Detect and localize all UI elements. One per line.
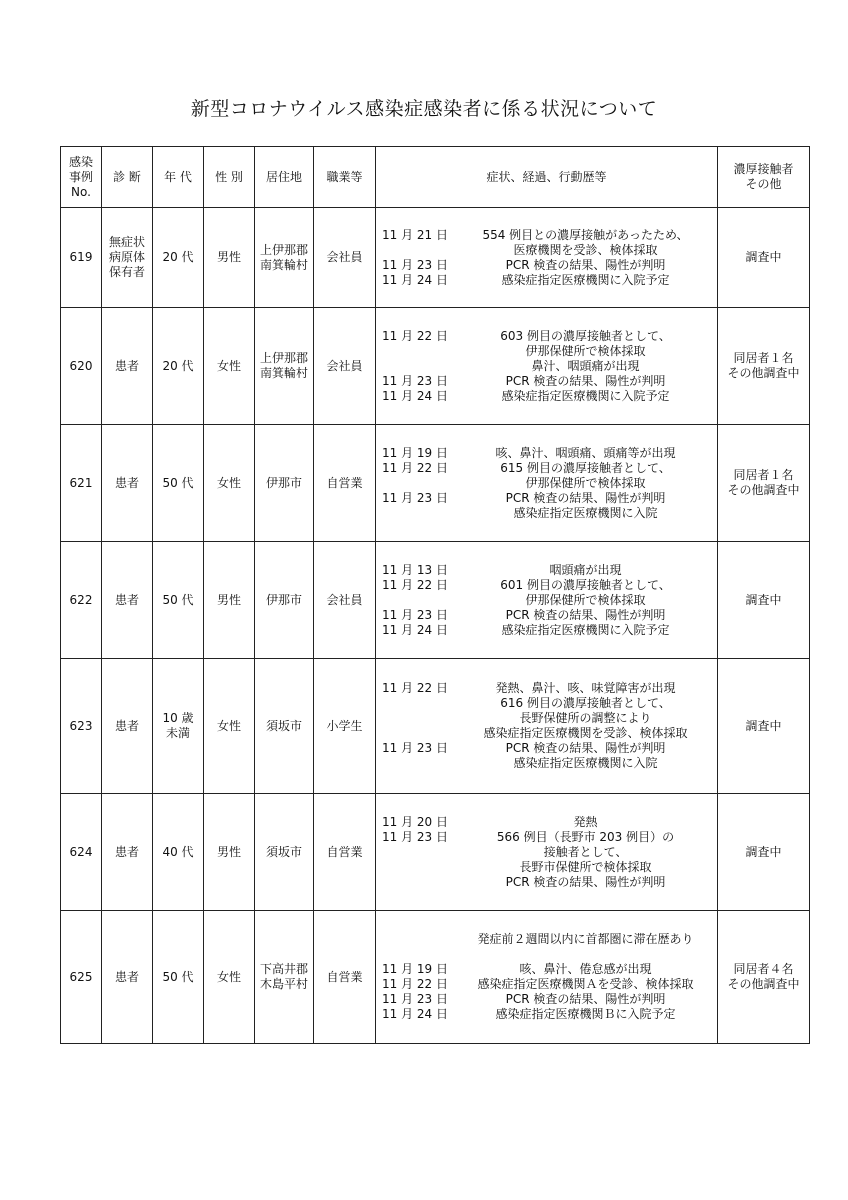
contacts-cell [718, 659, 810, 794]
contacts-cell [718, 208, 810, 308]
age-cell [153, 794, 204, 911]
event-date: 11 月 22 日 [382, 977, 448, 991]
residence-line: 上伊那郡 [259, 351, 308, 365]
event-line: 601 例目の濃厚接触者として、 [500, 577, 671, 592]
header-case-no: 感染 事例 No. [61, 147, 102, 208]
event-line: PCR 検査の結果、陽性が判明 [505, 741, 666, 755]
event-line: 感染症指定医療機関に入院 [513, 756, 658, 770]
event-line: 616 例目の濃厚接触者として、 [500, 696, 671, 710]
event-text [454, 563, 717, 578]
event-date: 11 月 20 日 [382, 814, 448, 829]
age-line: 10 歳 [162, 711, 194, 725]
diagnosis-cell [102, 308, 153, 425]
course-event [376, 446, 717, 461]
event-line: PCR 検査の結果、陽性が判明 [505, 373, 666, 388]
age-cell [153, 659, 204, 794]
event-text [454, 329, 717, 374]
age-line: 50 代 [162, 475, 194, 490]
diagnosis-cell [102, 659, 153, 794]
event-text [454, 681, 717, 741]
sex-cell: 女性 [204, 911, 255, 1044]
diagnosis-line: 病原体 [108, 250, 145, 264]
contacts-cell [718, 425, 810, 542]
age-line: 40 代 [162, 844, 194, 859]
event-text [454, 228, 717, 258]
occupation-cell: 会社員 [314, 308, 376, 425]
sex-cell: 女性 [204, 425, 255, 542]
event-date: 11 月 23 日 [382, 373, 448, 388]
course-event [376, 992, 717, 1007]
event-line: 伊那保健所で検体採取 [525, 475, 646, 490]
contacts-line: 調査中 [745, 592, 782, 607]
event-line: 感染症指定医療機関を受診、検体採取 [483, 726, 688, 740]
course-event [376, 741, 717, 771]
diagnosis-cell [102, 794, 153, 911]
table-row [61, 659, 810, 794]
age-cell [153, 308, 204, 425]
table-row [61, 308, 810, 425]
page-title: 新型コロナウイルス感染症感染者に係る状況について [190, 98, 658, 120]
case-number-cell: 621 [61, 425, 102, 542]
event-date: 11 月 19 日 [382, 962, 448, 976]
case-number-cell: 622 [61, 542, 102, 659]
course-event [376, 815, 717, 830]
event-line: PCR 検査の結果、陽性が判明 [505, 257, 666, 272]
event-line: 554 例目との濃厚接触があったため、 [482, 227, 689, 242]
course-cell [376, 208, 718, 308]
course-cell [376, 659, 718, 794]
occupation-cell: 会社員 [314, 208, 376, 308]
sex-cell: 女性 [204, 308, 255, 425]
residence-line: 伊那市 [265, 592, 302, 607]
event-date: 11 月 23 日 [382, 741, 448, 755]
residence-cell [255, 794, 314, 911]
event-line: 咳、鼻汁、倦怠感が出現 [519, 962, 652, 976]
event-line: 566 例目（長野市 203 例目）の [496, 829, 675, 844]
course-event [376, 258, 717, 273]
table-row [61, 425, 810, 542]
event-text [454, 389, 717, 404]
course-event [376, 491, 717, 521]
residence-cell [255, 208, 314, 308]
contacts-line: 同居者１名 [733, 468, 794, 482]
event-date: 11 月 19 日 [382, 445, 448, 460]
event-line: 伊那保健所で検体採取 [525, 592, 646, 607]
event-text [454, 461, 717, 491]
course-event [376, 273, 717, 288]
event-line: 発症前２週間以内に首都圏に滞在歴あり [477, 932, 694, 946]
event-line: 医療機関を受診、検体採取 [513, 242, 658, 257]
diagnosis-line: 保有者 [108, 265, 145, 279]
event-line: 感染症指定医療機関に入院予定 [501, 622, 670, 637]
residence-cell [255, 659, 314, 794]
residence-line: 須坂市 [265, 844, 302, 859]
contacts-line: 同居者１名 [733, 351, 794, 365]
event-line: 鼻汁、咽頭痛が出現 [531, 358, 640, 373]
contacts-line: その他調査中 [727, 366, 800, 380]
event-text [454, 578, 717, 608]
residence-line: 南箕輪村 [259, 366, 308, 380]
contacts-line: 調査中 [745, 844, 782, 859]
occupation-cell: 自営業 [314, 794, 376, 911]
residence-line: 伊那市 [265, 475, 302, 490]
contacts-line: その他調査中 [727, 483, 800, 497]
cases-table [60, 146, 810, 1044]
diagnosis-line: 患者 [114, 358, 139, 373]
course-event [376, 977, 717, 992]
table-row [61, 794, 810, 911]
age-cell [153, 542, 204, 659]
course-event [376, 329, 717, 374]
residence-cell [255, 308, 314, 425]
event-date: 11 月 21 日 [382, 227, 448, 242]
occupation-cell: 会社員 [314, 542, 376, 659]
contacts-line: 同居者４名 [733, 962, 794, 976]
event-text [454, 1007, 717, 1022]
event-date: 11 月 13 日 [382, 562, 448, 577]
course-event [376, 563, 717, 578]
event-line: 伊那保健所で検体採取 [525, 343, 646, 358]
diagnosis-cell [102, 542, 153, 659]
course-cell [376, 911, 718, 1044]
residence-line: 木島平村 [259, 977, 308, 991]
header-occupation: 職業等 [314, 147, 376, 208]
case-number-cell: 623 [61, 659, 102, 794]
event-date: 11 月 24 日 [382, 622, 448, 637]
course-event [376, 1007, 717, 1022]
event-date: 11 月 24 日 [382, 272, 448, 287]
diagnosis-line: 患者 [114, 592, 139, 607]
event-line: 発熱 [573, 814, 598, 829]
event-text [454, 446, 717, 461]
event-text [454, 977, 717, 992]
contacts-line: 調査中 [745, 250, 782, 264]
event-date: 11 月 23 日 [382, 829, 448, 844]
residence-line: 南箕輪村 [259, 257, 308, 272]
diagnosis-line: 患者 [114, 475, 139, 490]
event-line: PCR 検査の結果、陽性が判明 [505, 490, 666, 505]
event-line: 感染症指定医療機関Ａを受診、検体採取 [477, 977, 694, 991]
event-text [454, 374, 717, 389]
event-text [454, 830, 717, 890]
event-line: 咽頭痛が出現 [549, 562, 622, 577]
occupation-cell: 小学生 [314, 659, 376, 794]
sex-cell: 女性 [204, 659, 255, 794]
residence-line: 須坂市 [265, 718, 302, 733]
event-text [454, 273, 717, 288]
course-cell [376, 794, 718, 911]
course-event [376, 623, 717, 638]
event-line: PCR 検査の結果、陽性が判明 [505, 607, 666, 622]
course-event [376, 461, 717, 491]
diagnosis-line: 無症状 [108, 235, 145, 249]
age-line: 20 代 [162, 358, 194, 373]
course-cell [376, 542, 718, 659]
event-text [454, 815, 717, 830]
diagnosis-line: 患者 [114, 969, 139, 984]
course-event [376, 578, 717, 608]
header-contacts: 濃厚接触者 その他 [718, 147, 810, 208]
event-line: 感染症指定医療機関に入院 [513, 505, 658, 520]
age-cell [153, 911, 204, 1044]
event-line: 感染症指定医療機関に入院予定 [501, 272, 670, 287]
event-text [454, 741, 717, 771]
event-line: 長野市保健所で検体採取 [519, 859, 652, 874]
course-event [376, 830, 717, 890]
course-event [376, 932, 717, 947]
event-gap [376, 947, 717, 962]
event-text [454, 932, 717, 947]
event-text [454, 992, 717, 1007]
age-line: 20 代 [162, 250, 194, 264]
course-event [376, 228, 717, 258]
table-row [61, 911, 810, 1044]
event-text [454, 258, 717, 273]
table-header-row [61, 147, 810, 208]
age-line: 50 代 [162, 969, 194, 984]
residence-line: 上伊那郡 [259, 242, 308, 257]
diagnosis-cell [102, 425, 153, 542]
event-date: 11 月 24 日 [382, 1007, 448, 1021]
table-row [61, 208, 810, 308]
event-text [454, 608, 717, 623]
contacts-cell [718, 911, 810, 1044]
header-residence: 居住地 [255, 147, 314, 208]
event-date: 11 月 23 日 [382, 490, 448, 505]
event-date: 11 月 22 日 [382, 577, 448, 592]
event-date: 11 月 23 日 [382, 257, 448, 272]
event-line: 615 例目の濃厚接触者として、 [500, 460, 671, 475]
case-number-cell: 619 [61, 208, 102, 308]
event-text [454, 491, 717, 521]
header-sex: 性 別 [204, 147, 255, 208]
sex-cell: 男性 [204, 542, 255, 659]
sex-cell: 男性 [204, 208, 255, 308]
diagnosis-cell [102, 911, 153, 1044]
event-line: PCR 検査の結果、陽性が判明 [505, 874, 666, 889]
event-text [454, 962, 717, 977]
event-line: 長野保健所の調整により [519, 711, 652, 725]
event-line: 発熱、鼻汁、咳、味覚障害が出現 [495, 681, 676, 695]
diagnosis-line: 患者 [114, 844, 139, 859]
event-date: 11 月 22 日 [382, 328, 448, 343]
event-date: 11 月 24 日 [382, 388, 448, 403]
age-line: 未満 [165, 726, 190, 740]
event-line: 感染症指定医療機関に入院予定 [501, 388, 670, 403]
residence-cell [255, 425, 314, 542]
contacts-cell [718, 308, 810, 425]
event-line: 咳、鼻汁、咽頭痛、頭痛等が出現 [495, 445, 676, 460]
event-line: PCR 検査の結果、陽性が判明 [505, 992, 666, 1006]
age-cell [153, 425, 204, 542]
occupation-cell: 自営業 [314, 911, 376, 1044]
case-number-cell: 624 [61, 794, 102, 911]
event-date: 11 月 23 日 [382, 992, 448, 1006]
residence-cell [255, 542, 314, 659]
header-diagnosis: 診 断 [102, 147, 153, 208]
age-line: 50 代 [162, 592, 194, 607]
event-date: 11 月 22 日 [382, 681, 448, 695]
course-cell [376, 425, 718, 542]
residence-line: 下高井郡 [259, 962, 308, 976]
occupation-cell: 自営業 [314, 425, 376, 542]
event-line: 603 例目の濃厚接触者として、 [500, 328, 671, 343]
event-date: 11 月 22 日 [382, 460, 448, 475]
header-age: 年 代 [153, 147, 204, 208]
case-number-cell: 625 [61, 911, 102, 1044]
course-cell [376, 308, 718, 425]
contacts-cell [718, 542, 810, 659]
residence-cell [255, 911, 314, 1044]
event-line: 接触者として、 [543, 844, 628, 859]
contacts-line: 調査中 [745, 718, 782, 733]
course-event [376, 608, 717, 623]
case-number-cell: 620 [61, 308, 102, 425]
course-event [376, 962, 717, 977]
contacts-line: その他調査中 [727, 977, 800, 991]
diagnosis-cell [102, 208, 153, 308]
course-event [376, 389, 717, 404]
course-event [376, 681, 717, 741]
event-date: 11 月 23 日 [382, 607, 448, 622]
diagnosis-line: 患者 [114, 718, 139, 733]
contacts-cell [718, 794, 810, 911]
course-event [376, 374, 717, 389]
table-row [61, 542, 810, 659]
header-course: 症状、経過、行動歴等 [376, 147, 718, 208]
sex-cell: 男性 [204, 794, 255, 911]
event-text [454, 623, 717, 638]
age-cell [153, 208, 204, 308]
table-body [61, 208, 810, 1044]
event-line: 感染症指定医療機関Ｂに入院予定 [495, 1007, 676, 1021]
